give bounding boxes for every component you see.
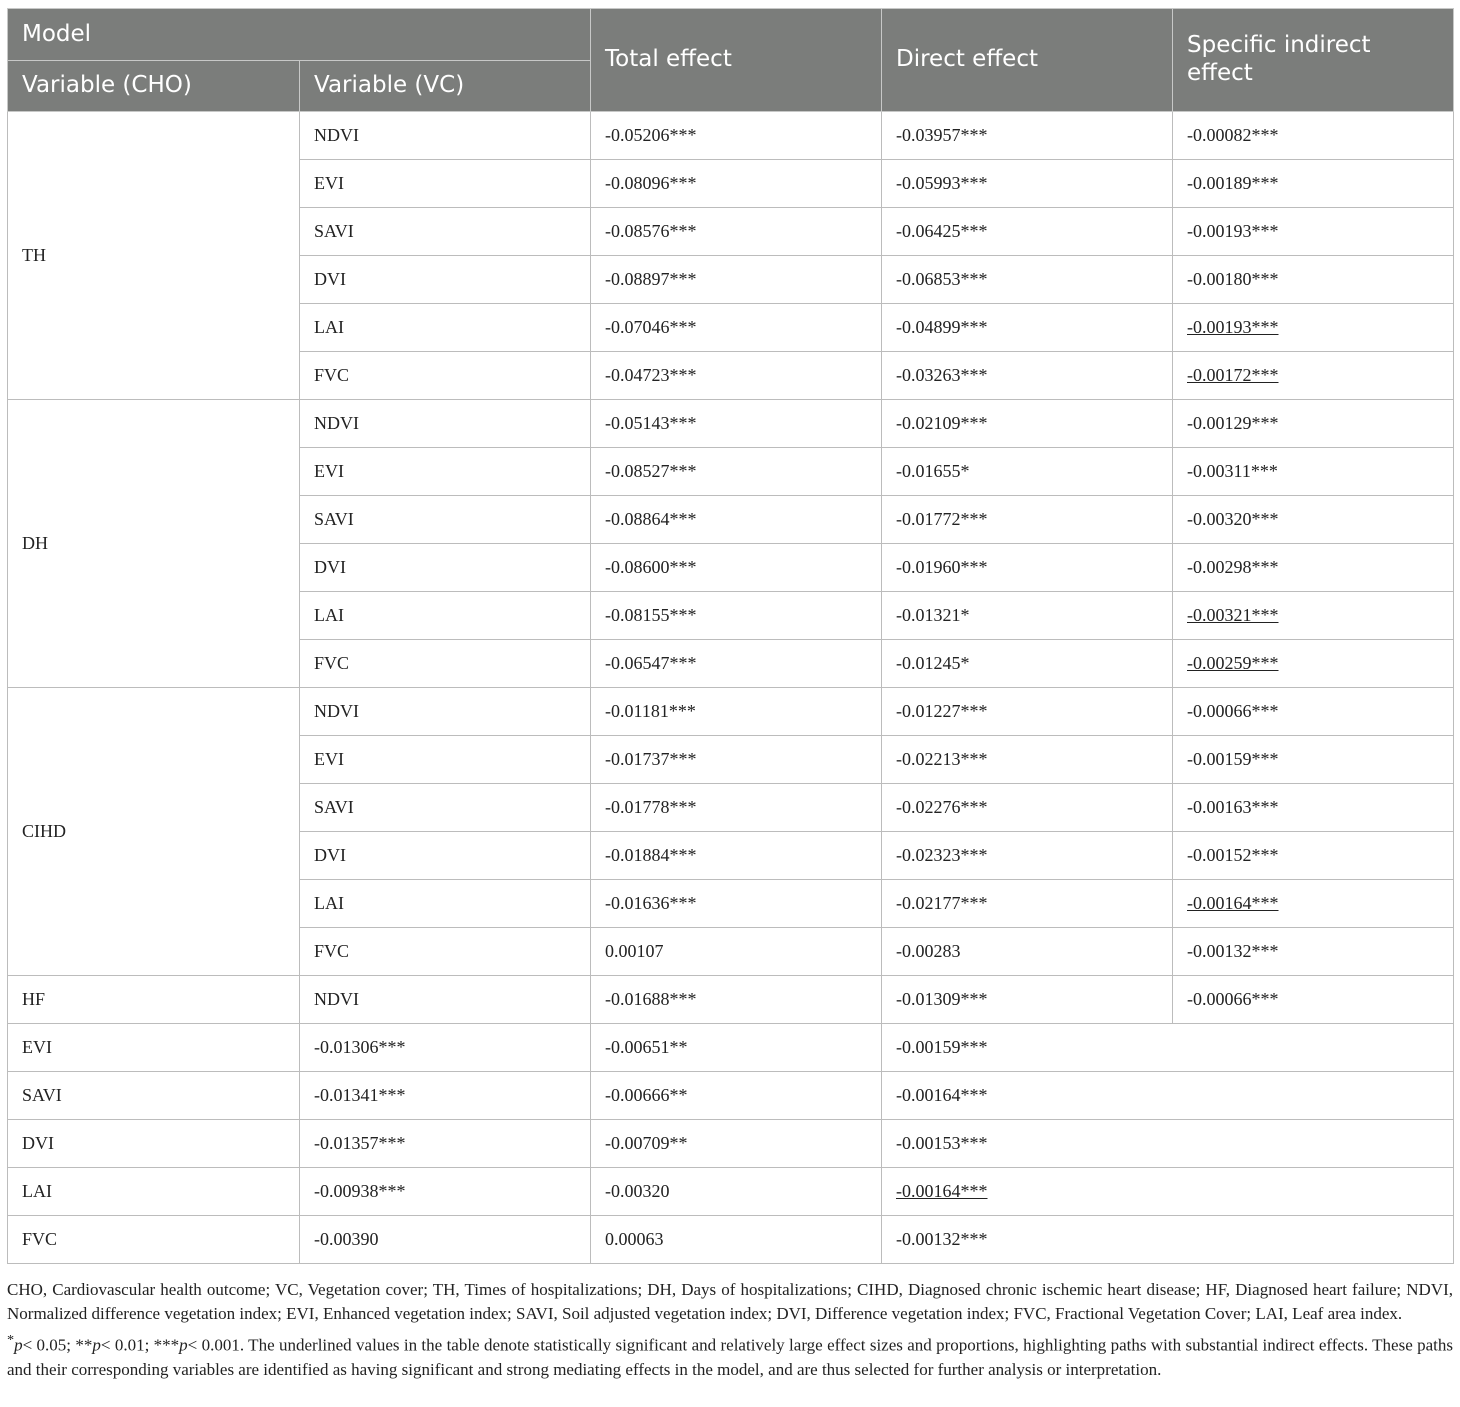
indirect-value-underlined: -0.00172*** bbox=[1187, 365, 1279, 385]
direct-cell: -0.05993*** bbox=[882, 160, 1173, 208]
shifted-cell: DVI bbox=[8, 1120, 300, 1168]
direct-cell: -0.04899*** bbox=[882, 304, 1173, 352]
vc-cell: FVC bbox=[300, 928, 591, 976]
total-cell: -0.01688*** bbox=[591, 976, 882, 1024]
total-cell: -0.08576*** bbox=[591, 208, 882, 256]
direct-cell: -0.03957*** bbox=[882, 112, 1173, 160]
vc-cell: FVC bbox=[300, 640, 591, 688]
direct-cell: -0.02276*** bbox=[882, 784, 1173, 832]
shifted-cell: SAVI bbox=[8, 1072, 300, 1120]
total-cell: -0.08527*** bbox=[591, 448, 882, 496]
vc-cell: NDVI bbox=[300, 112, 591, 160]
table-row bbox=[8, 400, 1454, 448]
direct-cell: -0.01960*** bbox=[882, 544, 1173, 592]
group-label-cihd: CIHD bbox=[8, 688, 300, 976]
vc-cell: DVI bbox=[300, 544, 591, 592]
shifted-cell: -0.01357*** bbox=[300, 1120, 591, 1168]
indirect-cell bbox=[1173, 496, 1454, 544]
vc-cell: LAI bbox=[300, 880, 591, 928]
indirect-value: -0.00129*** bbox=[1187, 413, 1279, 433]
shifted-cell: FVC bbox=[8, 1216, 300, 1264]
vc-cell: LAI bbox=[300, 592, 591, 640]
shifted-cell bbox=[882, 1168, 1454, 1216]
shifted-cell: -0.00666** bbox=[591, 1072, 882, 1120]
total-cell: -0.05143*** bbox=[591, 400, 882, 448]
direct-cell: -0.06425*** bbox=[882, 208, 1173, 256]
indirect-cell bbox=[1173, 304, 1454, 352]
vc-cell: FVC bbox=[300, 352, 591, 400]
vc-cell: LAI bbox=[300, 304, 591, 352]
direct-cell: -0.01321* bbox=[882, 592, 1173, 640]
indirect-value: -0.00163*** bbox=[1187, 797, 1279, 817]
shifted-cell: -0.00132*** bbox=[882, 1216, 1454, 1264]
total-cell: -0.08897*** bbox=[591, 256, 882, 304]
header-variable-vc: Variable (VC) bbox=[300, 61, 591, 112]
table-footnotes bbox=[7, 1278, 1453, 1382]
mediation-effects-table bbox=[7, 8, 1454, 1264]
total-cell: -0.01778*** bbox=[591, 784, 882, 832]
indirect-value-underlined: -0.00321*** bbox=[1187, 605, 1279, 625]
vc-cell: NDVI bbox=[300, 976, 591, 1024]
indirect-value: -0.00189*** bbox=[1187, 173, 1279, 193]
header-total-effect: Total effect bbox=[591, 9, 882, 112]
indirect-value-underlined: -0.00164*** bbox=[1187, 893, 1279, 913]
indirect-cell bbox=[1173, 112, 1454, 160]
total-cell: -0.08096*** bbox=[591, 160, 882, 208]
indirect-cell bbox=[1173, 976, 1454, 1024]
shifted-cell: -0.00164*** bbox=[882, 1072, 1454, 1120]
header-variable-cho: Variable (CHO) bbox=[8, 61, 300, 112]
group-label-th: TH bbox=[8, 112, 300, 400]
group-label-dh: DH bbox=[8, 400, 300, 688]
indirect-cell bbox=[1173, 832, 1454, 880]
indirect-value-underlined: -0.00193*** bbox=[1187, 317, 1279, 337]
direct-cell: -0.06853*** bbox=[882, 256, 1173, 304]
direct-cell: -0.02213*** bbox=[882, 736, 1173, 784]
vc-cell: DVI bbox=[300, 256, 591, 304]
indirect-value: -0.00193*** bbox=[1187, 221, 1279, 241]
shifted-cell: EVI bbox=[8, 1024, 300, 1072]
total-cell: -0.06547*** bbox=[591, 640, 882, 688]
indirect-value-underlined: -0.00259*** bbox=[1187, 653, 1279, 673]
indirect-cell bbox=[1173, 544, 1454, 592]
vc-cell: SAVI bbox=[300, 208, 591, 256]
vc-cell: EVI bbox=[300, 160, 591, 208]
indirect-value: -0.00320*** bbox=[1187, 509, 1279, 529]
shifted-cell: -0.00390 bbox=[300, 1216, 591, 1264]
indirect-value: -0.00152*** bbox=[1187, 845, 1279, 865]
indirect-cell bbox=[1173, 688, 1454, 736]
table-row bbox=[8, 1024, 1454, 1072]
shifted-cell: -0.00159*** bbox=[882, 1024, 1454, 1072]
table-row bbox=[8, 1072, 1454, 1120]
indirect-cell bbox=[1173, 784, 1454, 832]
total-cell: -0.08600*** bbox=[591, 544, 882, 592]
shifted-cell: LAI bbox=[8, 1168, 300, 1216]
shifted-cell: -0.00320 bbox=[591, 1168, 882, 1216]
table-row bbox=[8, 1168, 1454, 1216]
shifted-value-underlined: -0.00164*** bbox=[896, 1181, 988, 1201]
total-cell: -0.05206*** bbox=[591, 112, 882, 160]
shifted-cell: -0.00938*** bbox=[300, 1168, 591, 1216]
vc-cell: EVI bbox=[300, 736, 591, 784]
indirect-cell bbox=[1173, 880, 1454, 928]
group-label-hf: HF bbox=[8, 976, 300, 1024]
table-row bbox=[8, 688, 1454, 736]
vc-cell: SAVI bbox=[300, 496, 591, 544]
indirect-value: -0.00298*** bbox=[1187, 557, 1279, 577]
shifted-cell: -0.01341*** bbox=[300, 1072, 591, 1120]
indirect-cell bbox=[1173, 256, 1454, 304]
indirect-cell bbox=[1173, 208, 1454, 256]
table-row bbox=[8, 976, 1454, 1024]
shifted-cell: -0.00651** bbox=[591, 1024, 882, 1072]
vc-cell: DVI bbox=[300, 832, 591, 880]
direct-cell: -0.01655* bbox=[882, 448, 1173, 496]
abbreviations-note: CHO, Cardiovascular health outcome; VC, Vegetation cover; TH, Times of hospitalizations; DH, Days of hospitalizations; CIHD, Diagnosed chronic ischemic heart disease; HF, Diagnosed heart failure; NDVI, Normalized difference vegetation index; EVI, Enhanced vegetation index; SAVI, Soil adjusted vegetation index; DVI, Difference vegetation index; FVC, Fractional Vegetation Cover; LAI, Leaf area index. bbox=[7, 1280, 1453, 1323]
shifted-cell: -0.00153*** bbox=[882, 1120, 1454, 1168]
direct-cell: -0.02323*** bbox=[882, 832, 1173, 880]
total-cell: -0.04723*** bbox=[591, 352, 882, 400]
total-cell: -0.01181*** bbox=[591, 688, 882, 736]
indirect-cell bbox=[1173, 400, 1454, 448]
indirect-value: -0.00066*** bbox=[1187, 989, 1279, 1009]
total-cell: -0.01636*** bbox=[591, 880, 882, 928]
indirect-value: -0.00159*** bbox=[1187, 749, 1279, 769]
total-cell: -0.01884*** bbox=[591, 832, 882, 880]
indirect-cell bbox=[1173, 736, 1454, 784]
table-row bbox=[8, 112, 1454, 160]
indirect-value: -0.00311*** bbox=[1187, 461, 1278, 481]
indirect-value: -0.00066*** bbox=[1187, 701, 1279, 721]
direct-cell: -0.01309*** bbox=[882, 976, 1173, 1024]
total-cell: -0.08155*** bbox=[591, 592, 882, 640]
indirect-cell bbox=[1173, 160, 1454, 208]
table-row bbox=[8, 1216, 1454, 1264]
significance-note: *p< 0.05; **p< 0.01; ***p< 0.001. The underlined values in the table denote statistically significant and relatively large effect sizes and proportions, highlighting paths with substantial indirect effects. These paths and their corresponding variables are identified as having significant and strong mediating effects in the model, and are thus selected for further analysis or interpretation. bbox=[7, 1332, 1453, 1379]
direct-cell: -0.02109*** bbox=[882, 400, 1173, 448]
direct-cell: -0.02177*** bbox=[882, 880, 1173, 928]
vc-cell: NDVI bbox=[300, 688, 591, 736]
indirect-value: -0.00132*** bbox=[1187, 941, 1279, 961]
direct-cell: -0.03263*** bbox=[882, 352, 1173, 400]
direct-cell: -0.01245* bbox=[882, 640, 1173, 688]
header-specific-indirect-effect: Specific indirect effect bbox=[1173, 9, 1454, 112]
indirect-value: -0.00180*** bbox=[1187, 269, 1279, 289]
shifted-cell: -0.01306*** bbox=[300, 1024, 591, 1072]
total-cell: -0.08864*** bbox=[591, 496, 882, 544]
vc-cell: EVI bbox=[300, 448, 591, 496]
vc-cell: SAVI bbox=[300, 784, 591, 832]
total-cell: 0.00107 bbox=[591, 928, 882, 976]
direct-cell: -0.00283 bbox=[882, 928, 1173, 976]
total-cell: -0.07046*** bbox=[591, 304, 882, 352]
vc-cell: NDVI bbox=[300, 400, 591, 448]
indirect-cell bbox=[1173, 928, 1454, 976]
header-model: Model bbox=[8, 9, 591, 61]
total-cell: -0.01737*** bbox=[591, 736, 882, 784]
direct-cell: -0.01227*** bbox=[882, 688, 1173, 736]
direct-cell: -0.01772*** bbox=[882, 496, 1173, 544]
indirect-cell bbox=[1173, 640, 1454, 688]
indirect-cell bbox=[1173, 448, 1454, 496]
indirect-cell bbox=[1173, 352, 1454, 400]
shifted-cell: 0.00063 bbox=[591, 1216, 882, 1264]
header-direct-effect: Direct effect bbox=[882, 9, 1173, 112]
table-row bbox=[8, 1120, 1454, 1168]
indirect-cell bbox=[1173, 592, 1454, 640]
indirect-value: -0.00082*** bbox=[1187, 125, 1279, 145]
shifted-cell: -0.00709** bbox=[591, 1120, 882, 1168]
